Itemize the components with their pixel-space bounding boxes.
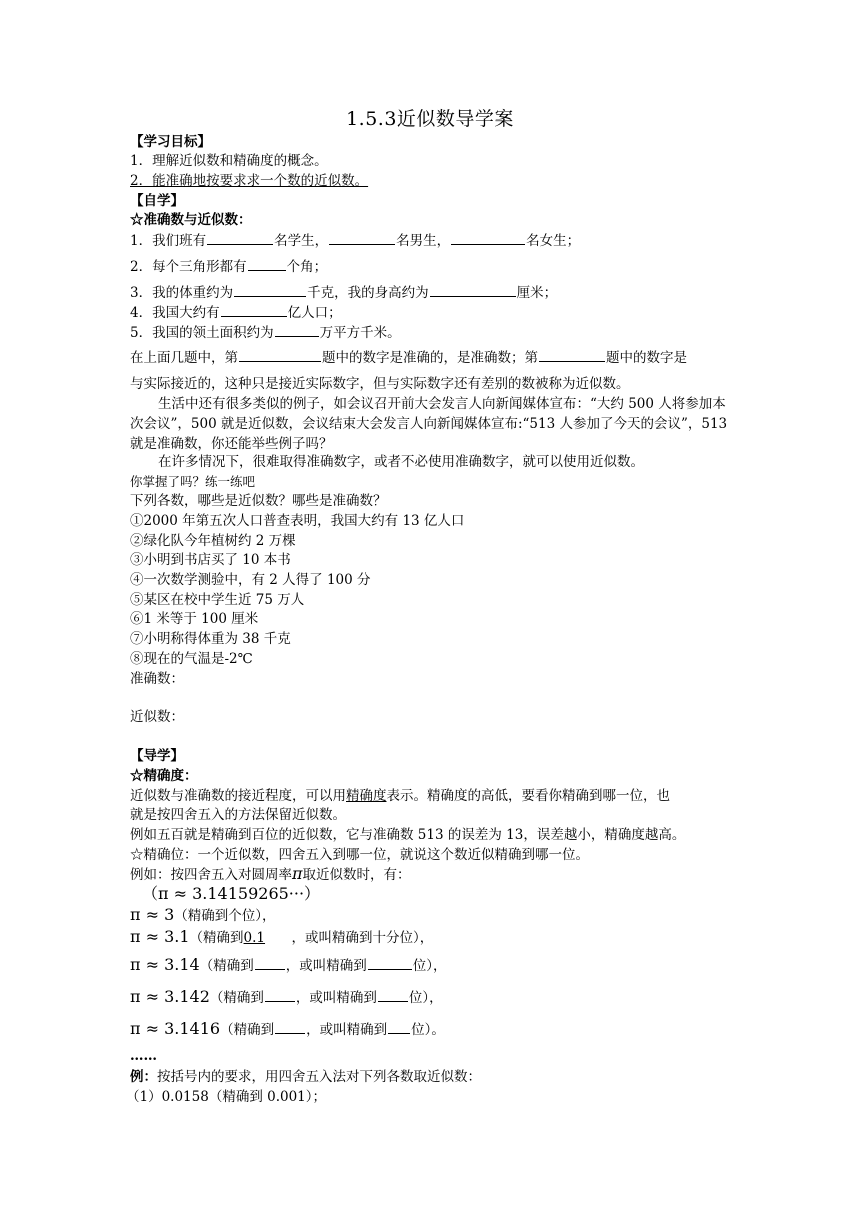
- q1-text-c: 名男生，: [396, 233, 451, 249]
- q1-text-d: 名女生；: [526, 233, 581, 249]
- ellipsis: ……: [130, 1048, 157, 1064]
- q5-text-a: 5．我国的领土面积约为: [130, 325, 274, 341]
- pi-line-text: ，或叫精确到: [295, 990, 377, 1006]
- answer-blank: [539, 347, 605, 362]
- pi-expression: π ≈ 3: [130, 905, 175, 924]
- q2-text-b: 个角；: [286, 259, 328, 275]
- answer-approx-label: 近似数：: [130, 709, 184, 725]
- paragraph-3: 在许多情况下，很难取得准确数字，或者不必使用准确数字，就可以使用近似数。: [158, 454, 644, 470]
- precision-line-4: ☆精确位：一个近似数，四舍五入到哪一位，就说这个数近似精确到哪一位。: [130, 847, 589, 863]
- pi-line-text: （精确到: [209, 990, 264, 1006]
- goal-2: 2．能准确地按要求求一个数的近似数。: [130, 173, 369, 189]
- pi-approx-line: [130, 927, 433, 948]
- prec1-text-c: 表示。精确度的高低，要看你精确到哪一位，也: [386, 788, 670, 804]
- pi-approx-line: [130, 955, 446, 976]
- q4-text-b: 亿人口；: [287, 305, 342, 321]
- answer-blank: [221, 302, 287, 317]
- answer-blank: [378, 987, 408, 1002]
- answer-blank: [275, 1019, 305, 1034]
- answer-blank: [248, 256, 286, 271]
- pi-line-text: 位）。: [411, 1022, 445, 1038]
- prec1-text-a: 近似数与准确数的接近程度，可以用: [130, 788, 346, 804]
- pi-approx-line: [130, 905, 276, 926]
- q1-text-a: 1．我们班有: [130, 233, 207, 249]
- section-self-study: 【自学】: [130, 193, 184, 209]
- pi-expression: π ≈ 3.1: [130, 927, 190, 946]
- pi-line-text: （精确到: [189, 930, 244, 946]
- pi-expression: π ≈ 3.142: [130, 987, 210, 1006]
- practice-item: ③小明到书店买了 10 本书: [130, 552, 291, 568]
- answer-blank: [329, 230, 395, 245]
- question-4: [130, 302, 342, 323]
- example-heading: [130, 1067, 481, 1087]
- q3-text-c: 厘米；: [516, 285, 558, 301]
- paragraph-2: 生活中还有很多类似的例子，如会议召开前大会发言人向新闻媒体宣布：“大约 500 人将参加本次会议”，500 就是近似数，会议结束大会发言人向新闻媒体宣布:“513 人参加了今天的会议”，513 就是准确数，你还能举些例子吗？: [130, 396, 728, 452]
- precision-line-2: 就是按四舍五入的方法保留近似数。: [130, 807, 346, 823]
- question-1: [130, 230, 580, 251]
- page-title: 1.5.3近似数导学案: [346, 108, 514, 130]
- question-5: [130, 322, 401, 343]
- section-learning-goals: 【学习目标】: [130, 134, 211, 150]
- pi-line-text: 位），: [408, 990, 443, 1006]
- answer-blank: [275, 322, 319, 337]
- pi-expression: π ≈ 3.14: [130, 955, 200, 974]
- filled-answer: 0.1: [243, 930, 266, 946]
- practice-item: ⑦小明称得体重为 38 千克: [130, 631, 291, 647]
- q1-text-b: 名学生，: [274, 233, 329, 249]
- prec1-underlined-term: 精确度: [346, 788, 387, 804]
- q4-text-a: 4．我国大约有: [130, 305, 220, 321]
- para1-text-c: 题中的数字是: [606, 350, 687, 366]
- answer-blank: [255, 955, 285, 970]
- pi-line-text: （精确到: [199, 958, 254, 974]
- goal-1: 1．理解近似数和精确度的概念。: [130, 153, 328, 169]
- practice-item: ④一次数学测验中，有 2 人得了 100 分: [130, 572, 371, 588]
- answer-blank: [388, 1019, 410, 1034]
- question-3: [130, 282, 557, 303]
- answer-blank: [451, 230, 525, 245]
- question-2: [130, 256, 327, 277]
- example-item-1: （1）0.0158（精确到 0.001）；: [126, 1089, 327, 1105]
- pi-line-text: （精确到个位），: [174, 908, 276, 924]
- pi-approx-line: [130, 987, 443, 1008]
- q2-text-a: 2．每个三角形都有: [130, 259, 247, 275]
- para1-text-b: 题中的数字是准确的，是准确数；第: [322, 350, 538, 366]
- pi-line-text: ，或叫精确到十分位），: [291, 930, 434, 946]
- paragraph-1-line-1: [130, 347, 687, 368]
- q3-text-b: 千克，我的身高约为: [307, 285, 429, 301]
- answer-exact-label: 准确数：: [130, 671, 184, 687]
- paragraph-1-line-2: 与实际接近的，这种只是接近实际数字，但与实际数字还有差别的数被称为近似数。: [130, 376, 630, 392]
- example-text: 按括号内的要求，用四舍五入法对下列各数取近似数：: [157, 1069, 481, 1085]
- practice-item: ⑧现在的气温是-2℃: [130, 651, 253, 667]
- practice-item: ⑥1 米等于 100 厘米: [130, 611, 259, 627]
- pi-line-text: ，或叫精确到: [285, 958, 367, 974]
- precision-line-1: [130, 786, 670, 806]
- pi-line-text: ，或叫精确到: [306, 1022, 388, 1038]
- practice-title: 你掌握了吗？练一练吧: [130, 474, 256, 489]
- answer-blank: [207, 230, 273, 245]
- subsection-exact-approx: ☆准确数与近似数：: [130, 212, 252, 228]
- pi-approx-line: [130, 1019, 445, 1040]
- precision-line-5: [130, 864, 411, 885]
- pi-definition: （π ≈ 3.14159265···）: [142, 884, 321, 903]
- pi-line-text: 位），: [412, 958, 447, 974]
- section-guided-study: 【导学】: [130, 748, 184, 764]
- practice-question: 下列各数，哪些是近似数？哪些是准确数？: [130, 493, 387, 509]
- practice-item: ⑤某区在校中学生近 75 万人: [130, 592, 305, 608]
- answer-blank: [265, 987, 295, 1002]
- answer-blank: [430, 282, 516, 297]
- pi-expression: π ≈ 3.1416: [130, 1019, 221, 1038]
- practice-item: ②绿化队今年植树约 2 万棵: [130, 533, 296, 549]
- pi-symbol: π: [292, 864, 303, 883]
- prec5-text-a: 例如：按四舍五入对圆周率: [130, 867, 292, 883]
- example-label: 例：: [130, 1069, 157, 1085]
- answer-blank: [234, 282, 306, 297]
- precision-line-3: 例如五百就是精确到百位的近似数，它与准确数 513 的误差为 13，误差越小，精确度越高。: [130, 827, 686, 843]
- answer-blank: [368, 955, 412, 970]
- prec5-text-c: 取近似数时，有：: [302, 867, 411, 883]
- pi-line-text: （精确到: [220, 1022, 275, 1038]
- answer-blank: [239, 347, 321, 362]
- q5-text-b: 万平方千米。: [319, 325, 401, 341]
- practice-item: ①2000 年第五次人口普查表明，我国大约有 13 亿人口: [130, 513, 465, 529]
- q3-text-a: 3．我的体重约为: [130, 285, 234, 301]
- subsection-precision: ☆精确度：: [130, 768, 198, 784]
- para1-text-a: 在上面几题中，第: [130, 350, 238, 366]
